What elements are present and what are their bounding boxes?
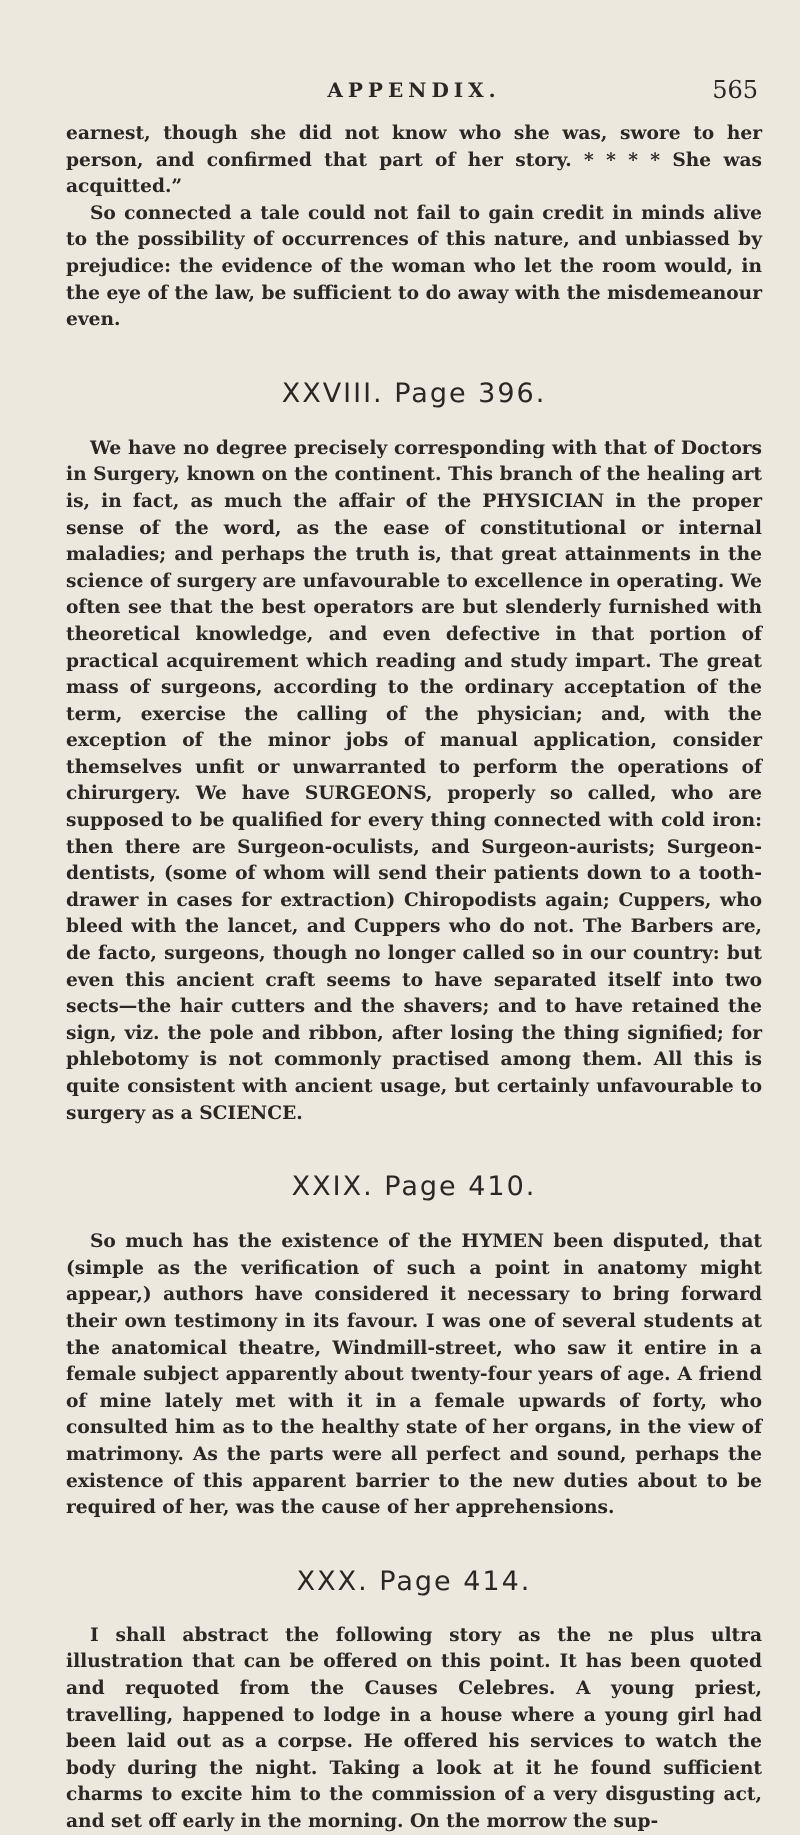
running-title: APPENDIX.	[327, 78, 501, 102]
paragraph-hymen: So much has the existence of the HYMEN been disputed, that (simple as the verification of such a point in anatomy might appear,) authors have considered it necessary to bring forward their own testimony in its favour. I was one of several students at the anatomical theatre, Windmill-street, who saw it entire in a female subject apparently about twenty-four years of age. A friend of mine lately met with it in a female upwards of forty, who consulted him as to the healthy state of her organs, in the view of matrimony. As the parts were all perfect and sound, perhaps the existence of this apparent barrier to the new duties about to be required of her, was the cause of her apprehensions.	[66, 1231, 762, 1519]
page-number: 565	[712, 76, 758, 104]
section-heading-xxx: XXX. Page 414.	[296, 1565, 532, 1597]
page-body	[66, 121, 762, 1835]
paragraph-surgery: We have no degree precisely corresponding with that of Doctors in Surgery, known on the continent. This branch of the healing art is, in fact, as much the affair of the PHYSICIAN in the proper sense of the word, as the ease of constitutional or internal maladies; and perhaps the truth is, that great attainments in the science of surgery are unfavourable to excellence in operating. We often see that the best operators are but slenderly furnished with theoretical knowledge, and even defective in that portion of practical acquirement which reading and study impart. The great mass of surgeons, according to the ordinary acceptation of the term, exercise the calling of the physician; and, with the exception of the minor jobs of manual application, consider themselves unfit or unwarranted to perform the operations of chirurgery. We have SURGEONS, properly so called, who are supposed to be qualified for every thing connected with cold iron: then there are Surgeon-oculists, and Surgeon-aurists; Surgeon-dentists, (some of whom will send their patients down to a tooth-drawer in cases for extraction) Chiropodists again; Cuppers, who bleed with the lancet, and Cuppers who do not. The Barbers are, de facto, surgeons, though no longer called so in our country: but even this ancient craft seems to have separated itself into two sects—the hair cutters and the shavers; and to have retained the sign, viz. the pole and ribbon, after losing the thing signified; for phlebotomy is not commonly practised among them. All this is quite consistent with ancient usage, but certainly unfavourable to surgery as a SCIENCE.	[66, 437, 762, 1124]
page-header	[66, 78, 762, 108]
paragraph-connected-tale: So connected a tale could not fail to gain credit in minds alive to the possibility of occurrences of this nature, and unbiassed by prejudice: the evidence of the woman who let the room would, in the eye of the law, be sufficient to do away with the misdemeanour even.	[66, 202, 762, 331]
paragraph-continued: earnest, though she did not know who she was, swore to her person, and confirmed that part of her story. * * * * She was acquitted.”	[66, 123, 762, 198]
section-heading-xxviii: XXVIII. Page 396.	[281, 377, 547, 409]
paragraph-causes-celebres: I shall abstract the following story as the ne plus ultra illustration that can be offered on this point. It has been quoted and requoted from the Causes Celebres. A young priest, travelling, happened to lodge in a house where a young girl had been laid out as a corpse. He offered his services to watch the body during the night. Taking a look at it he found sufficient charms to excite him to the commission of a very disgusting act, and set off early in the morning. On the morrow the sup-	[66, 1624, 762, 1832]
section-heading-xxix: XXIX. Page 410.	[291, 1171, 537, 1203]
